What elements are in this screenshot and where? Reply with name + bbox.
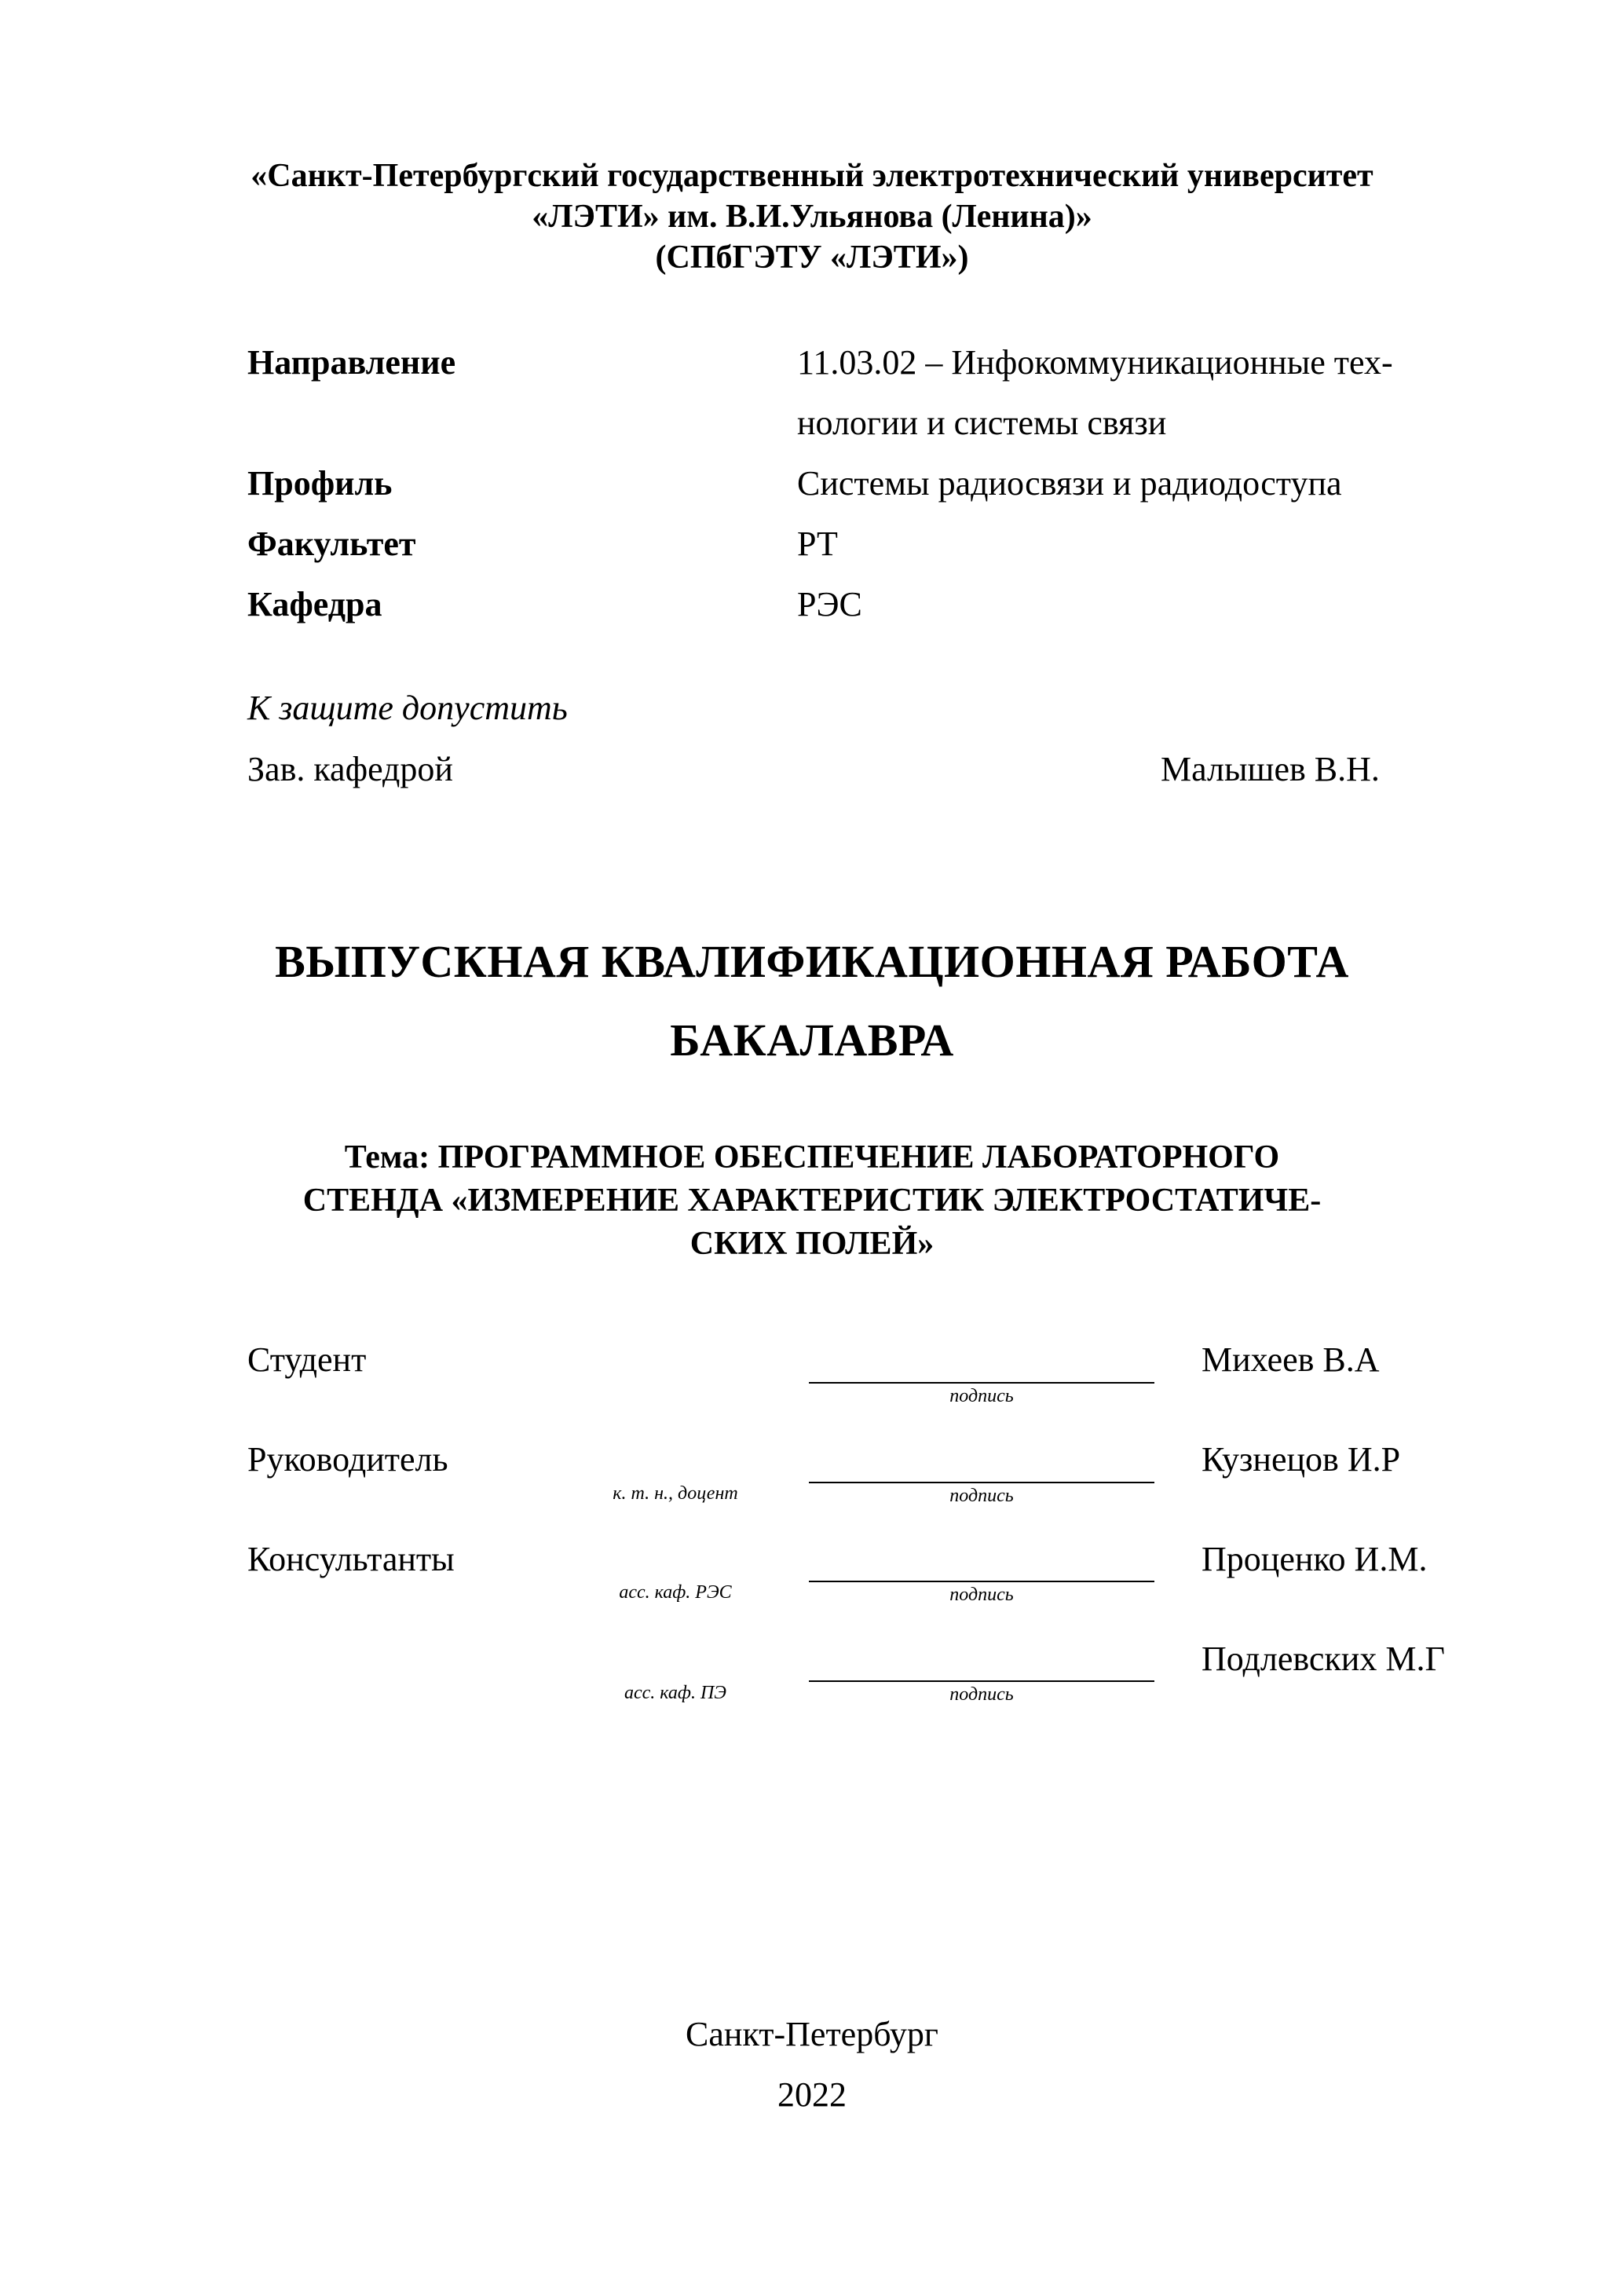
consultant2-name: Подлевских М.Г — [1202, 1640, 1445, 1678]
head-of-department-label: Зав. кафедрой — [247, 750, 453, 788]
topic-line3: СКИХ ПОЛЕЙ» — [689, 1226, 935, 1262]
student-role: Студент — [247, 1340, 367, 1379]
faculty-label: Факультет — [247, 525, 416, 563]
topic-line1: Тема: ПРОГРАММНОЕ ОБЕСПЕЧЕНИЕ ЛАБОРАТОРНОГО — [344, 1139, 1280, 1175]
direction-value-line2: нологии и системы связи — [797, 404, 1167, 442]
consultant1-signature-caption: подпись — [949, 1585, 1014, 1605]
direction-label: Направление — [247, 343, 456, 382]
profile-label: Профиль — [247, 464, 393, 503]
department-value: РЭС — [797, 585, 862, 623]
student-signature-line — [809, 1382, 1154, 1384]
university-name-line1: «Санкт-Петербургский государственный электротехнический университет — [251, 158, 1373, 194]
direction-value-line1: 11.03.02 – Инфокоммуникационные тех- — [797, 343, 1393, 382]
admit-to-defense: К защите допустить — [247, 689, 568, 727]
work-title-line1: ВЫПУСКНАЯ КВАЛИФИКАЦИОННАЯ РАБОТА — [275, 936, 1349, 987]
supervisor-signature-line — [809, 1482, 1154, 1483]
consultant2-signature-line — [809, 1680, 1154, 1682]
consultants-role: Консультанты — [247, 1540, 455, 1578]
department-label: Кафедра — [247, 585, 382, 623]
city: Санкт-Петербург — [686, 2015, 938, 2053]
student-name: Михеев В.А — [1202, 1340, 1380, 1379]
year: 2022 — [777, 2075, 847, 2114]
consultant2-position: асс. каф. ПЭ — [624, 1683, 727, 1703]
supervisor-name: Кузнецов И.Р — [1202, 1440, 1401, 1479]
student-signature-caption: подпись — [949, 1386, 1014, 1406]
supervisor-signature-caption: подпись — [949, 1486, 1014, 1506]
consultant1-position: асс. каф. РЭС — [619, 1582, 732, 1603]
profile-value: Системы радиосвязи и радиодоступа — [797, 464, 1342, 503]
consultant1-name: Проценко И.М. — [1202, 1540, 1428, 1578]
supervisor-role: Руководитель — [247, 1440, 448, 1479]
topic-line2: СТЕНДА «ИЗМЕРЕНИЕ ХАРАКТЕРИСТИК ЭЛЕКТРОСТАТИЧЕ- — [302, 1183, 1322, 1219]
consultant1-signature-line — [809, 1581, 1154, 1582]
consultant2-signature-caption: подпись — [949, 1684, 1014, 1705]
supervisor-position: к. т. н., доцент — [613, 1483, 738, 1504]
head-of-department-name: Малышев В.Н. — [1161, 750, 1380, 788]
work-title-line2: БАКАЛАВРА — [670, 1015, 954, 1066]
university-abbreviation: (СПбГЭТУ «ЛЭТИ») — [655, 239, 969, 276]
faculty-value: РТ — [797, 525, 838, 563]
university-name-line2: «ЛЭТИ» им. В.И.Ульянова (Ленина)» — [532, 199, 1092, 235]
